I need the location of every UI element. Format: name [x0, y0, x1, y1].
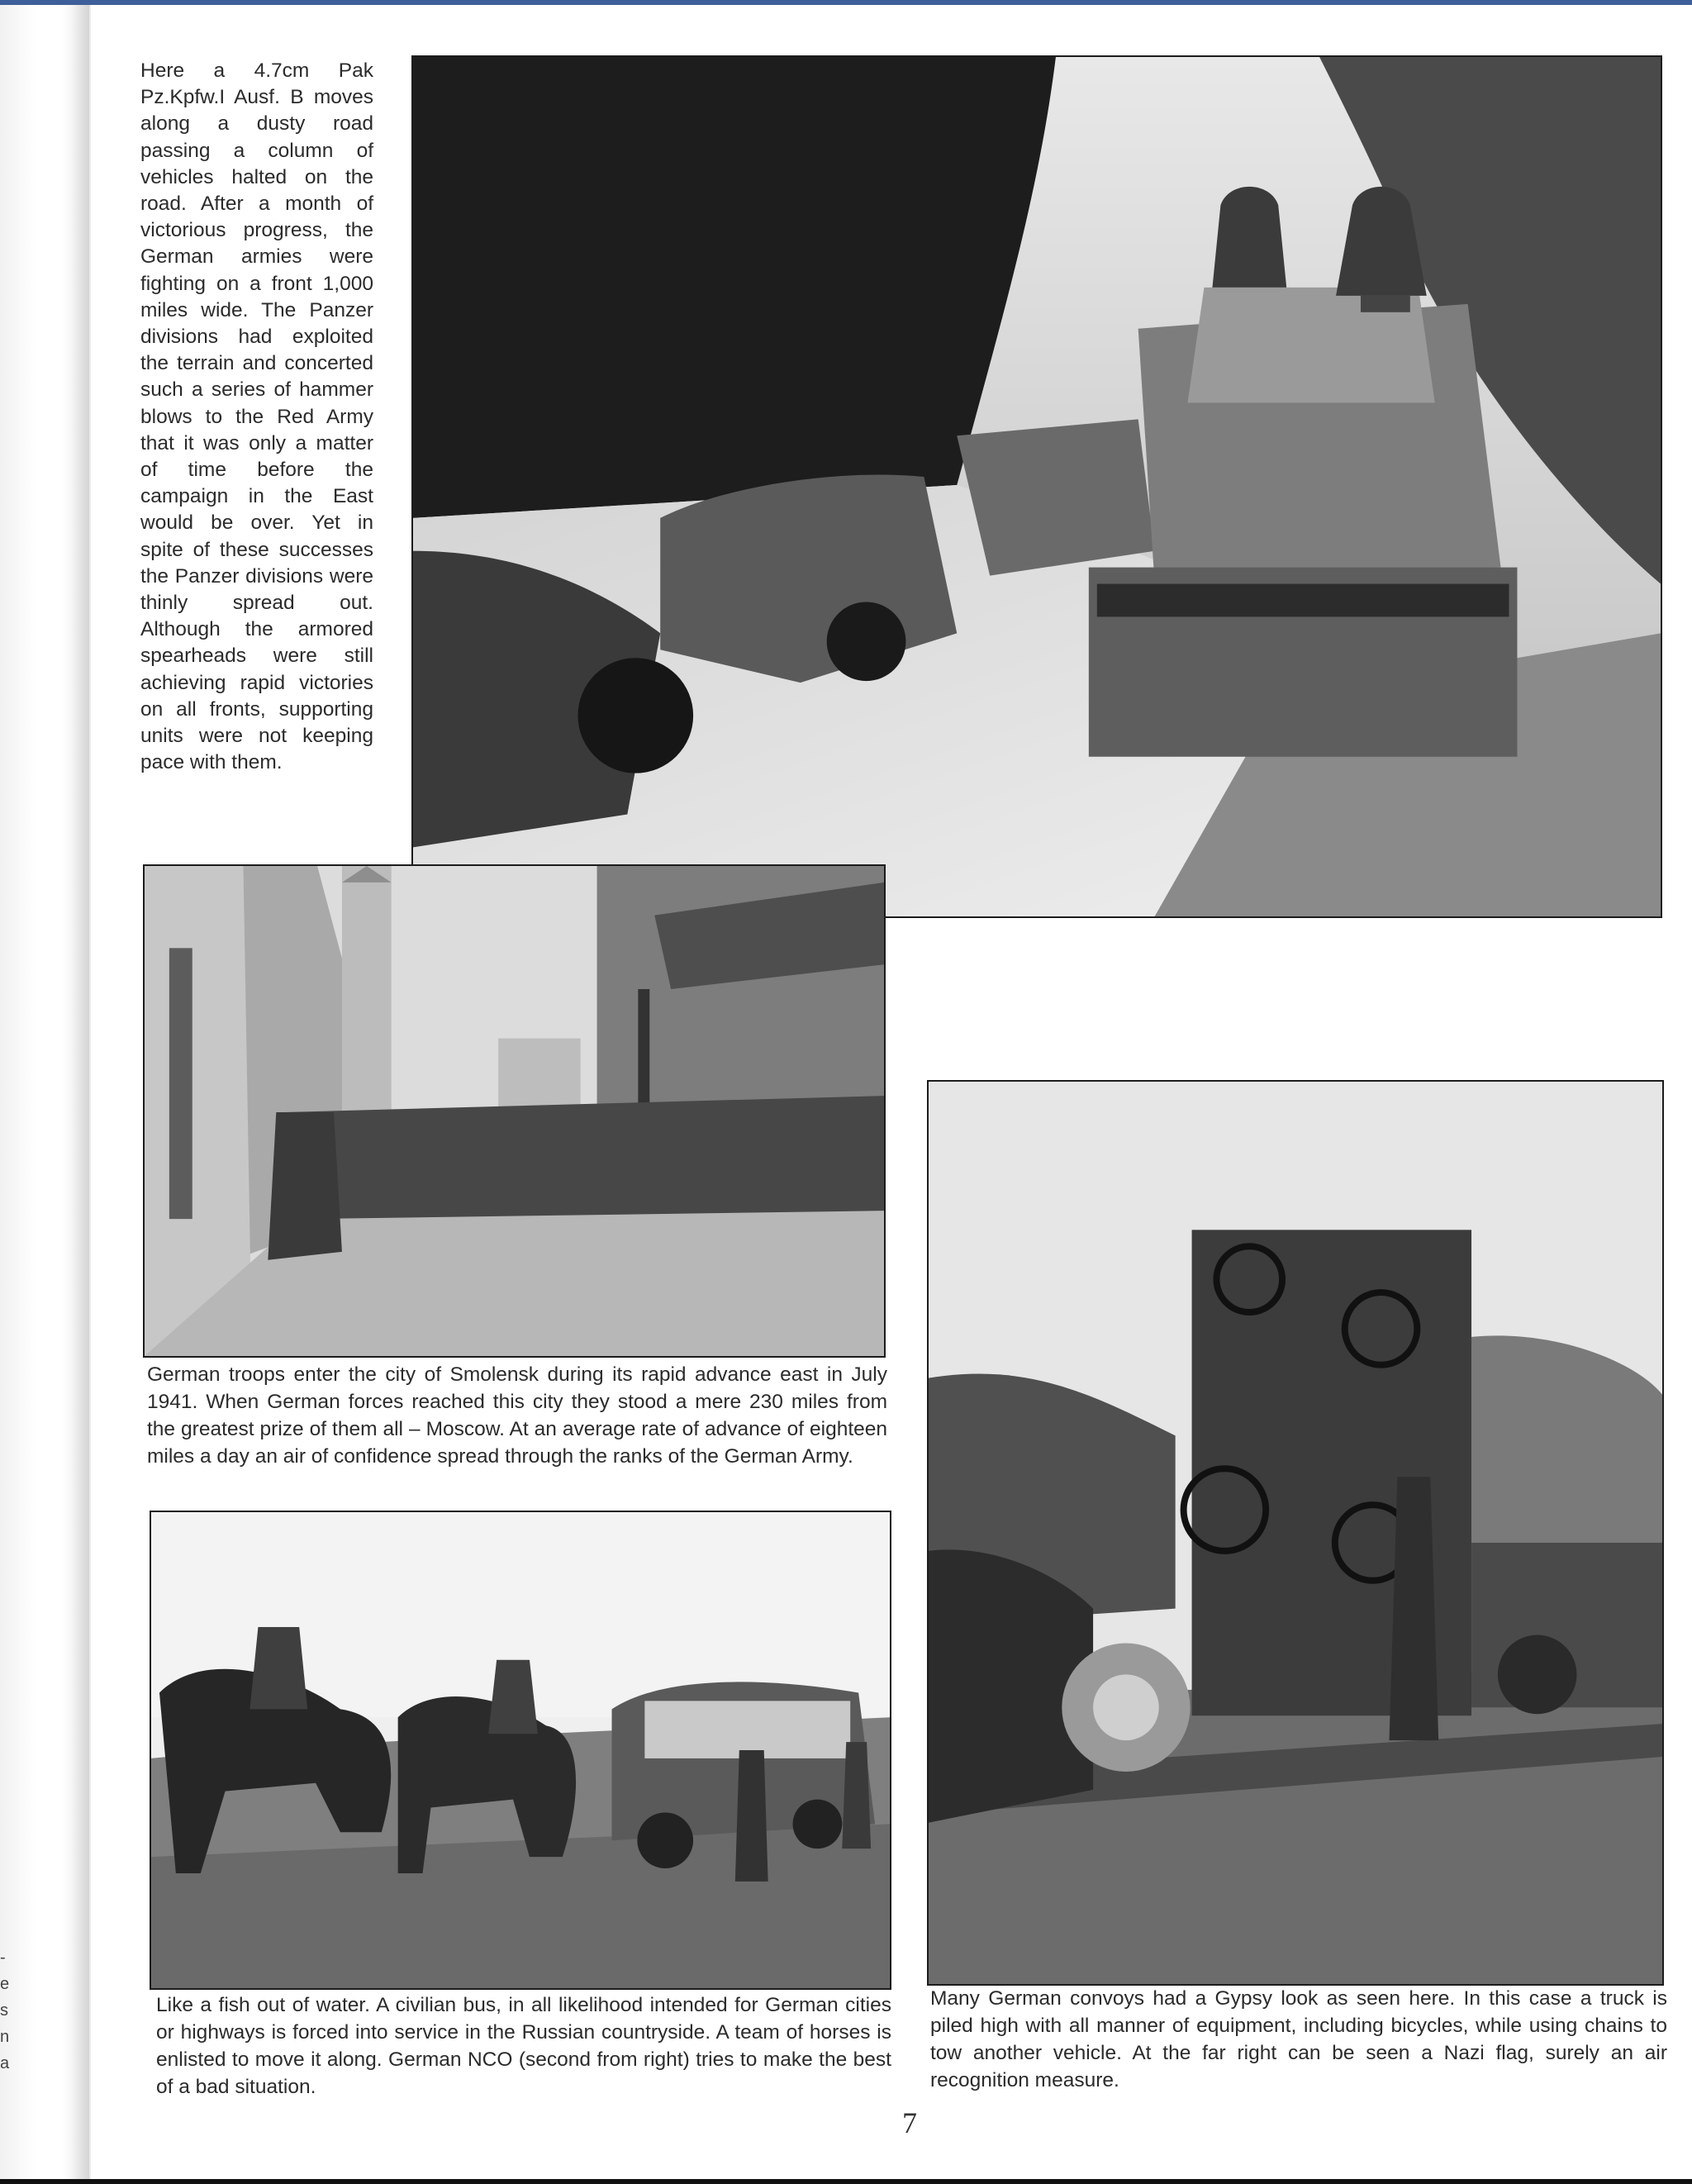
- bus-caption: Like a fish out of water. A civilian bus, in all likelihood intended for German cities or highways is forced into service in the Russian countryside. A team of horses is enlisted to move it along. German NCO (second from right) tries to make the best of a bad situation.: [156, 1994, 891, 2098]
- panzer-caption: Here a 4.7cm Pak Pz.Kpfw.I Ausf. B moves along a dusty road passing a column of vehicles halted on the road. After a month of victorious progress, the German armies were fighting on a front 1,000 miles wide. The Panzer divisions had exploited the terrain and concerted such a series of hammer blows to the Red Army that it was only a matter of time before the campaign in the East would be over. Yet in spite of these successes the Panzer divisions were thinly spread out. Although the armored spearheads were still achieving rapid victories on all fronts, supporting units were not keeping pace with them.: [140, 59, 373, 774]
- page-number: 7: [902, 2106, 917, 2139]
- smolensk-photo: [143, 864, 886, 1358]
- margin-fragment: e: [0, 1975, 10, 1993]
- margin-fragment: -: [0, 1948, 6, 1967]
- truck-caption: Many German convoys had a Gypsy look as seen here. In this case a truck is piled high with all manner of equipment, including bicycles, while using chains to tow another vehicle. At the far right can be seen a Nazi flag, surely an air recognition measure.: [930, 1987, 1667, 2091]
- bottom-edge: [0, 2179, 1692, 2184]
- margin-fragment: a: [0, 2054, 10, 2072]
- spine-shadow: [71, 0, 91, 2184]
- top-edge: [0, 0, 1692, 5]
- margin-fragment: n: [0, 2028, 10, 2046]
- bus-photo: [150, 1511, 891, 1990]
- truck-photo: [927, 1080, 1664, 1986]
- margin-fragment: s: [0, 2001, 8, 2020]
- panzer-photo: [411, 55, 1662, 918]
- smolensk-caption: German troops enter the city of Smolensk during its rapid advance east in July 1941. When German forces reached this city they stood a mere 230 miles from the greatest prize of them all – Moscow. At an average rate of advance of eighteen miles a day an air of confidence spread through the ranks of the German Army.: [147, 1363, 887, 1468]
